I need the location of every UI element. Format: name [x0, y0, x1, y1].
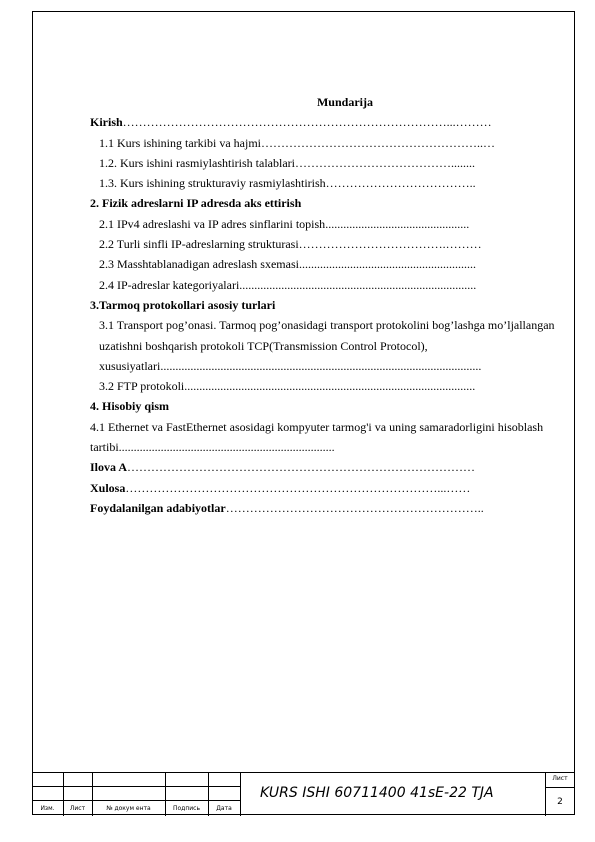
- stamp-label-date: Дата: [216, 805, 232, 812]
- toc-entry-3-1: 3.1 Transport pog’onasi. Tarmoq pog’onasidagi transport protokolini bog’lashga mo’ljallangan uzatishni boshqarish protokoli TCP(Transmission Control Protocol), xususiyatlari...........................................................................................................: [99, 318, 555, 373]
- toc-entry-4-1: 4.1 Ethernet va FastEthernet asosidagi kompyuter tarmog'i va uning samaradorligini hisoblash tartibi........................................................................: [90, 419, 544, 455]
- stamp-rule: [32, 800, 240, 801]
- toc-entry-1-2: 1.2. Kurs ishini rasmiylashtirish talablari…………………………………........: [99, 155, 475, 170]
- document-number: KURS ISHI 60711400 41sE-22 TJA: [260, 785, 494, 801]
- toc-entry-xulosa: Xulosa……………………………………………………………………...……: [90, 480, 471, 495]
- toc-entry-kirish: Kirish………………………………………………………………………...………: [90, 115, 492, 130]
- toc-entry-2-2: 2.2 Turli sinfli IP-adreslarning strukturasi……………………………….………: [99, 237, 482, 252]
- toc-entry-2-1: 2.1 IPv4 adreslashi va IP adres sinflarini topish................................................: [99, 216, 470, 231]
- toc-entry-3-2: 3.2 FTP protokoli.................................................................................................: [99, 379, 476, 394]
- sheet-number: 2: [557, 797, 563, 807]
- toc-entry-2-4: 2.4 IP-adreslar kategoriyalari...............................................................................: [99, 277, 477, 292]
- toc-title: Mundarija: [316, 95, 373, 109]
- toc-entry-1-1: 1.1 Kurs ishining tarkibi va hajmi………………………………………………..…: [99, 135, 495, 150]
- table-of-contents: [90, 92, 570, 518]
- toc-entry-ilova-a: Ilova A……………………………………………………………………………: [90, 460, 476, 475]
- toc-section-4: 4. Hisobiy qism: [90, 399, 170, 414]
- stamp-label-izm: Изм.: [40, 805, 55, 812]
- stamp-divider: [240, 773, 241, 816]
- stamp-label-doc: № докум ента: [106, 805, 151, 812]
- toc-section-3: 3.Tarmoq protokollari asosiy turlari: [90, 297, 276, 312]
- toc-entry-2-3: 2.3 Masshtablanadigan adreslash sxemasi...........................................................: [99, 257, 476, 272]
- stamp-label-sign: Подпись: [173, 805, 200, 812]
- stamp-divider: [545, 773, 546, 816]
- toc-entry-1-3: 1.3. Kurs ishining strukturaviy rasmiylashtirish………………………………..: [99, 176, 476, 191]
- stamp-rule: [32, 786, 240, 787]
- toc-entry-adabiyotlar: Foydalanilgan adabiyotlar………………………………………………………..: [90, 500, 484, 515]
- stamp-rule: [545, 787, 575, 788]
- title-block-stamp: [32, 772, 575, 815]
- toc-section-2: 2. Fizik adreslarni IP adresda aks ettirish: [90, 196, 302, 211]
- sheet-label: Лист: [552, 775, 568, 782]
- stamp-label-list: Лист: [69, 805, 86, 812]
